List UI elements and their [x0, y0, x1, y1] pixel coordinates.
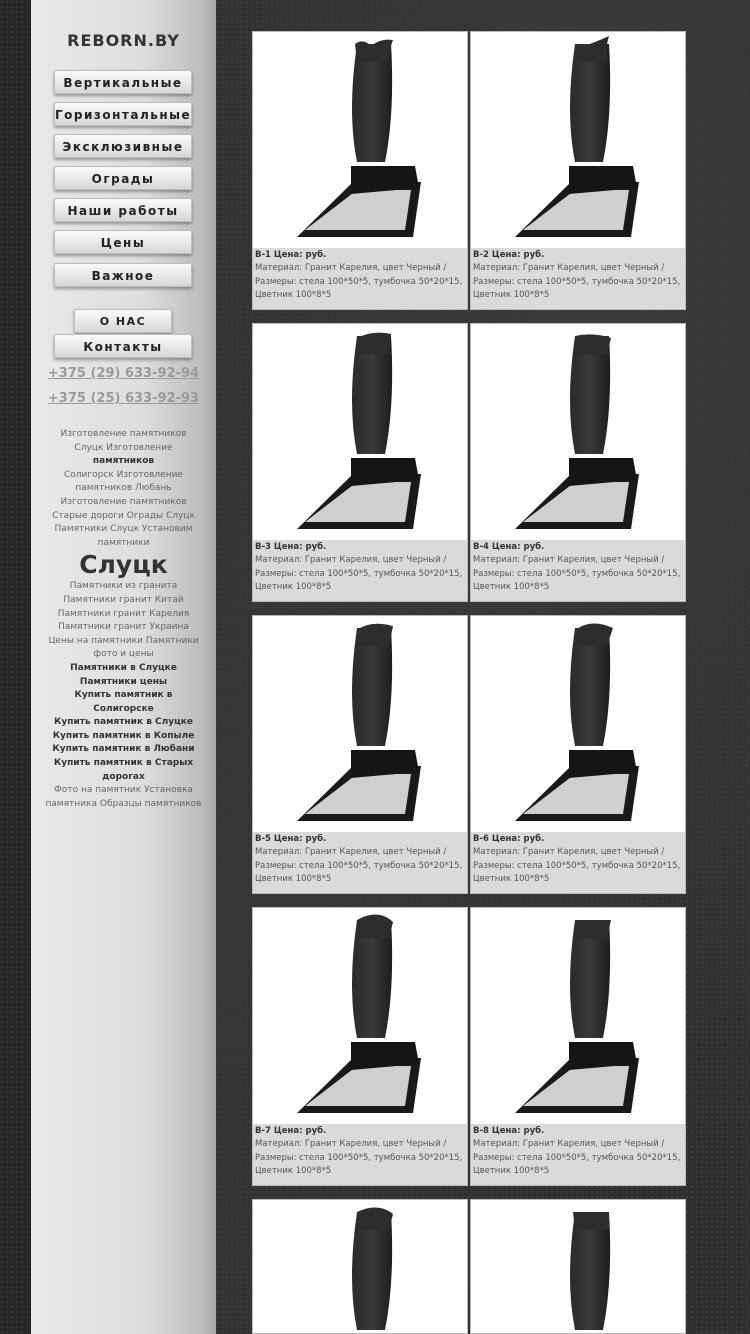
- monument-illustration: [471, 324, 685, 539]
- gravel-bed: [523, 774, 629, 814]
- nav-our-works-button[interactable]: Наши работы: [54, 198, 192, 222]
- monument-image[interactable]: [253, 616, 467, 831]
- seo-text-3[interactable]: Памятники из гранита Памятники гранит Китай Памятники гранит Карелия Памятники гранит Украина Цены на памятники Памятники фото и цены: [48, 581, 199, 660]
- product-title[interactable]: В-3 Цена: руб.: [255, 542, 327, 552]
- product-flowerbed: Цветник 100*8*5: [255, 582, 332, 593]
- product-sizes: Размеры: стела 100*50*5, тумбочка 50*20*15,: [473, 568, 681, 579]
- monument-illustration: [253, 616, 467, 831]
- seo-link-buy-slutsk[interactable]: Купить памятник в Слуцке: [54, 717, 193, 728]
- seo-bold-1[interactable]: памятников: [92, 456, 155, 467]
- nav-vertical-button[interactable]: Вертикальные: [54, 70, 192, 94]
- product-caption: [471, 540, 685, 601]
- product-card-b1[interactable]: [252, 31, 468, 310]
- nav-prices-button[interactable]: Цены: [54, 230, 192, 254]
- product-caption: [253, 1124, 467, 1185]
- gravel-bed: [305, 774, 411, 814]
- gravel-bed: [305, 482, 411, 522]
- product-material: Материал: Гранит Карелия, цвет Черный /: [255, 263, 447, 274]
- product-title[interactable]: В-1 Цена: руб.: [255, 250, 327, 260]
- page-edge-background: [0, 0, 31, 1334]
- monument-image[interactable]: [471, 616, 685, 831]
- gravel-bed: [305, 190, 411, 230]
- product-card-b8[interactable]: [470, 907, 686, 1186]
- product-sizes: Размеры: стела 100*50*5, тумбочка 50*20*15,: [255, 568, 463, 579]
- monument-image[interactable]: [471, 324, 685, 539]
- monument-illustration: [253, 324, 467, 539]
- product-caption: [253, 832, 467, 893]
- product-card-b3[interactable]: [252, 323, 468, 602]
- monument-illustration: [471, 1200, 685, 1333]
- product-material: Материал: Гранит Карелия, цвет Черный /: [255, 847, 447, 858]
- product-caption: [471, 832, 685, 893]
- seo-link-luban[interactable]: Купить памятник в Любани: [52, 744, 195, 755]
- product-material: Материал: Гранит Карелия, цвет Черный /: [255, 555, 447, 566]
- product-material: Материал: Гранит Карелия, цвет Черный /: [473, 1139, 665, 1150]
- product-flowerbed: Цветник 100*8*5: [473, 1166, 550, 1177]
- nav-horizontal-button[interactable]: Горизонтальные: [54, 102, 192, 126]
- product-flowerbed: Цветник 100*8*5: [473, 582, 550, 593]
- monument-image[interactable]: [471, 32, 685, 247]
- stele-top: [575, 920, 611, 938]
- monument-image[interactable]: [471, 908, 685, 1123]
- stele-top: [357, 1207, 393, 1230]
- product-caption: [253, 248, 467, 309]
- seo-text-1[interactable]: Изготовление памятников Слуцк Изготовление: [60, 429, 187, 453]
- contacts-button[interactable]: Контакты: [54, 334, 192, 358]
- product-flowerbed: Цветник 100*8*5: [255, 1166, 332, 1177]
- product-material: Материал: Гранит Карелия, цвет Черный /: [255, 1139, 447, 1150]
- seo-link-soligorsk[interactable]: Купить памятник в Солигорске: [74, 690, 173, 714]
- product-sizes: Размеры: стела 100*50*5, тумбочка 50*20*15,: [473, 1152, 681, 1163]
- nav-exclusive-button[interactable]: Эксклюзивные: [54, 134, 192, 158]
- monument-illustration: [471, 616, 685, 831]
- product-flowerbed: Цветник 100*8*5: [473, 874, 550, 885]
- gravel-bed: [305, 1066, 411, 1106]
- product-sizes: Размеры: стела 100*50*5, тумбочка 50*20*15,: [473, 860, 681, 871]
- product-card-b9[interactable]: [252, 1199, 468, 1334]
- monument-image[interactable]: [253, 324, 467, 539]
- product-caption: [471, 1124, 685, 1185]
- monument-illustration: [253, 1200, 467, 1333]
- product-card-b6[interactable]: [470, 615, 686, 894]
- product-title[interactable]: В-5 Цена: руб.: [255, 834, 327, 844]
- product-sizes: Размеры: стела 100*50*5, тумбочка 50*20*15,: [255, 860, 463, 871]
- product-material: Материал: Гранит Карелия, цвет Черный /: [473, 847, 665, 858]
- product-material: Материал: Гранит Карелия, цвет Черный /: [473, 263, 665, 274]
- monument-image[interactable]: [471, 1200, 685, 1333]
- gravel-bed: [523, 482, 629, 522]
- seo-text-2[interactable]: Солигорск Изготовление памятников Любань Изготовление памятников Старые дороги Ограды Слуцк Памятники Слуцк Установим памятники: [52, 469, 195, 548]
- monument-illustration: [471, 32, 685, 247]
- stele-top: [355, 40, 393, 62]
- about-button[interactable]: О НАС: [74, 309, 172, 333]
- product-flowerbed: Цветник 100*8*5: [255, 874, 332, 885]
- product-card-b4[interactable]: [470, 323, 686, 602]
- phone-link-1[interactable]: +375 (29) 633-92-94: [47, 366, 200, 381]
- product-title[interactable]: В-7 Цена: руб.: [255, 1126, 327, 1136]
- product-title[interactable]: В-2 Цена: руб.: [473, 250, 545, 260]
- product-sizes: Размеры: стела 100*50*5, тумбочка 50*20*15,: [255, 276, 463, 287]
- seo-text-4[interactable]: Фото на памятник Установка памятника Образцы памятников: [45, 785, 202, 809]
- product-card-b7[interactable]: [252, 907, 468, 1186]
- monument-illustration: [253, 32, 467, 247]
- stele-top: [357, 333, 391, 354]
- monument-image[interactable]: [253, 908, 467, 1123]
- nav-fences-button[interactable]: Ограды: [54, 166, 192, 190]
- product-material: Материал: Гранит Карелия, цвет Черный /: [473, 555, 665, 566]
- stele-top: [357, 914, 393, 938]
- product-card-b10[interactable]: [470, 1199, 686, 1334]
- gravel-bed: [523, 1066, 629, 1106]
- seo-link-slutsk[interactable]: Памятники в Слуцке: [70, 662, 177, 673]
- product-card-b2[interactable]: [470, 31, 686, 310]
- phone-link-2[interactable]: +375 (25) 633-92-93: [47, 391, 200, 406]
- product-sizes: Размеры: стела 100*50*5, тумбочка 50*20*15,: [473, 276, 681, 287]
- product-sizes: Размеры: стела 100*50*5, тумбочка 50*20*15,: [255, 1152, 463, 1163]
- product-flowerbed: Цветник 100*8*5: [255, 290, 332, 301]
- stele-top: [575, 36, 609, 62]
- monument-illustration: [471, 908, 685, 1123]
- product-flowerbed: Цветник 100*8*5: [473, 290, 550, 301]
- product-title[interactable]: В-8 Цена: руб.: [473, 1126, 545, 1136]
- seo-link-prices[interactable]: Памятники цены: [79, 676, 168, 687]
- product-caption: [471, 248, 685, 309]
- sidebar: [31, 0, 216, 1334]
- stele-top: [357, 624, 393, 646]
- seo-link-kopyl[interactable]: Купить памятник в Копыле: [52, 730, 195, 741]
- seo-links-block: [45, 428, 202, 811]
- product-card-b5[interactable]: [252, 615, 468, 894]
- monument-image[interactable]: [253, 32, 467, 247]
- stele-top: [575, 334, 611, 354]
- product-caption: [253, 540, 467, 601]
- site-logo[interactable]: REBORN.BY: [67, 31, 180, 50]
- seo-city-heading: Слуцк: [79, 550, 168, 580]
- stele-top: [573, 1212, 609, 1230]
- monument-illustration: [253, 908, 467, 1123]
- product-title[interactable]: В-6 Цена: руб.: [473, 834, 545, 844]
- seo-link-starye-dorogi[interactable]: Купить памятник в Старых дорогах: [53, 758, 194, 782]
- nav-important-button[interactable]: Важное: [54, 263, 192, 287]
- stele-top: [575, 623, 613, 646]
- product-title[interactable]: В-4 Цена: руб.: [473, 542, 545, 552]
- monument-image[interactable]: [253, 1200, 467, 1333]
- gravel-bed: [523, 190, 629, 230]
